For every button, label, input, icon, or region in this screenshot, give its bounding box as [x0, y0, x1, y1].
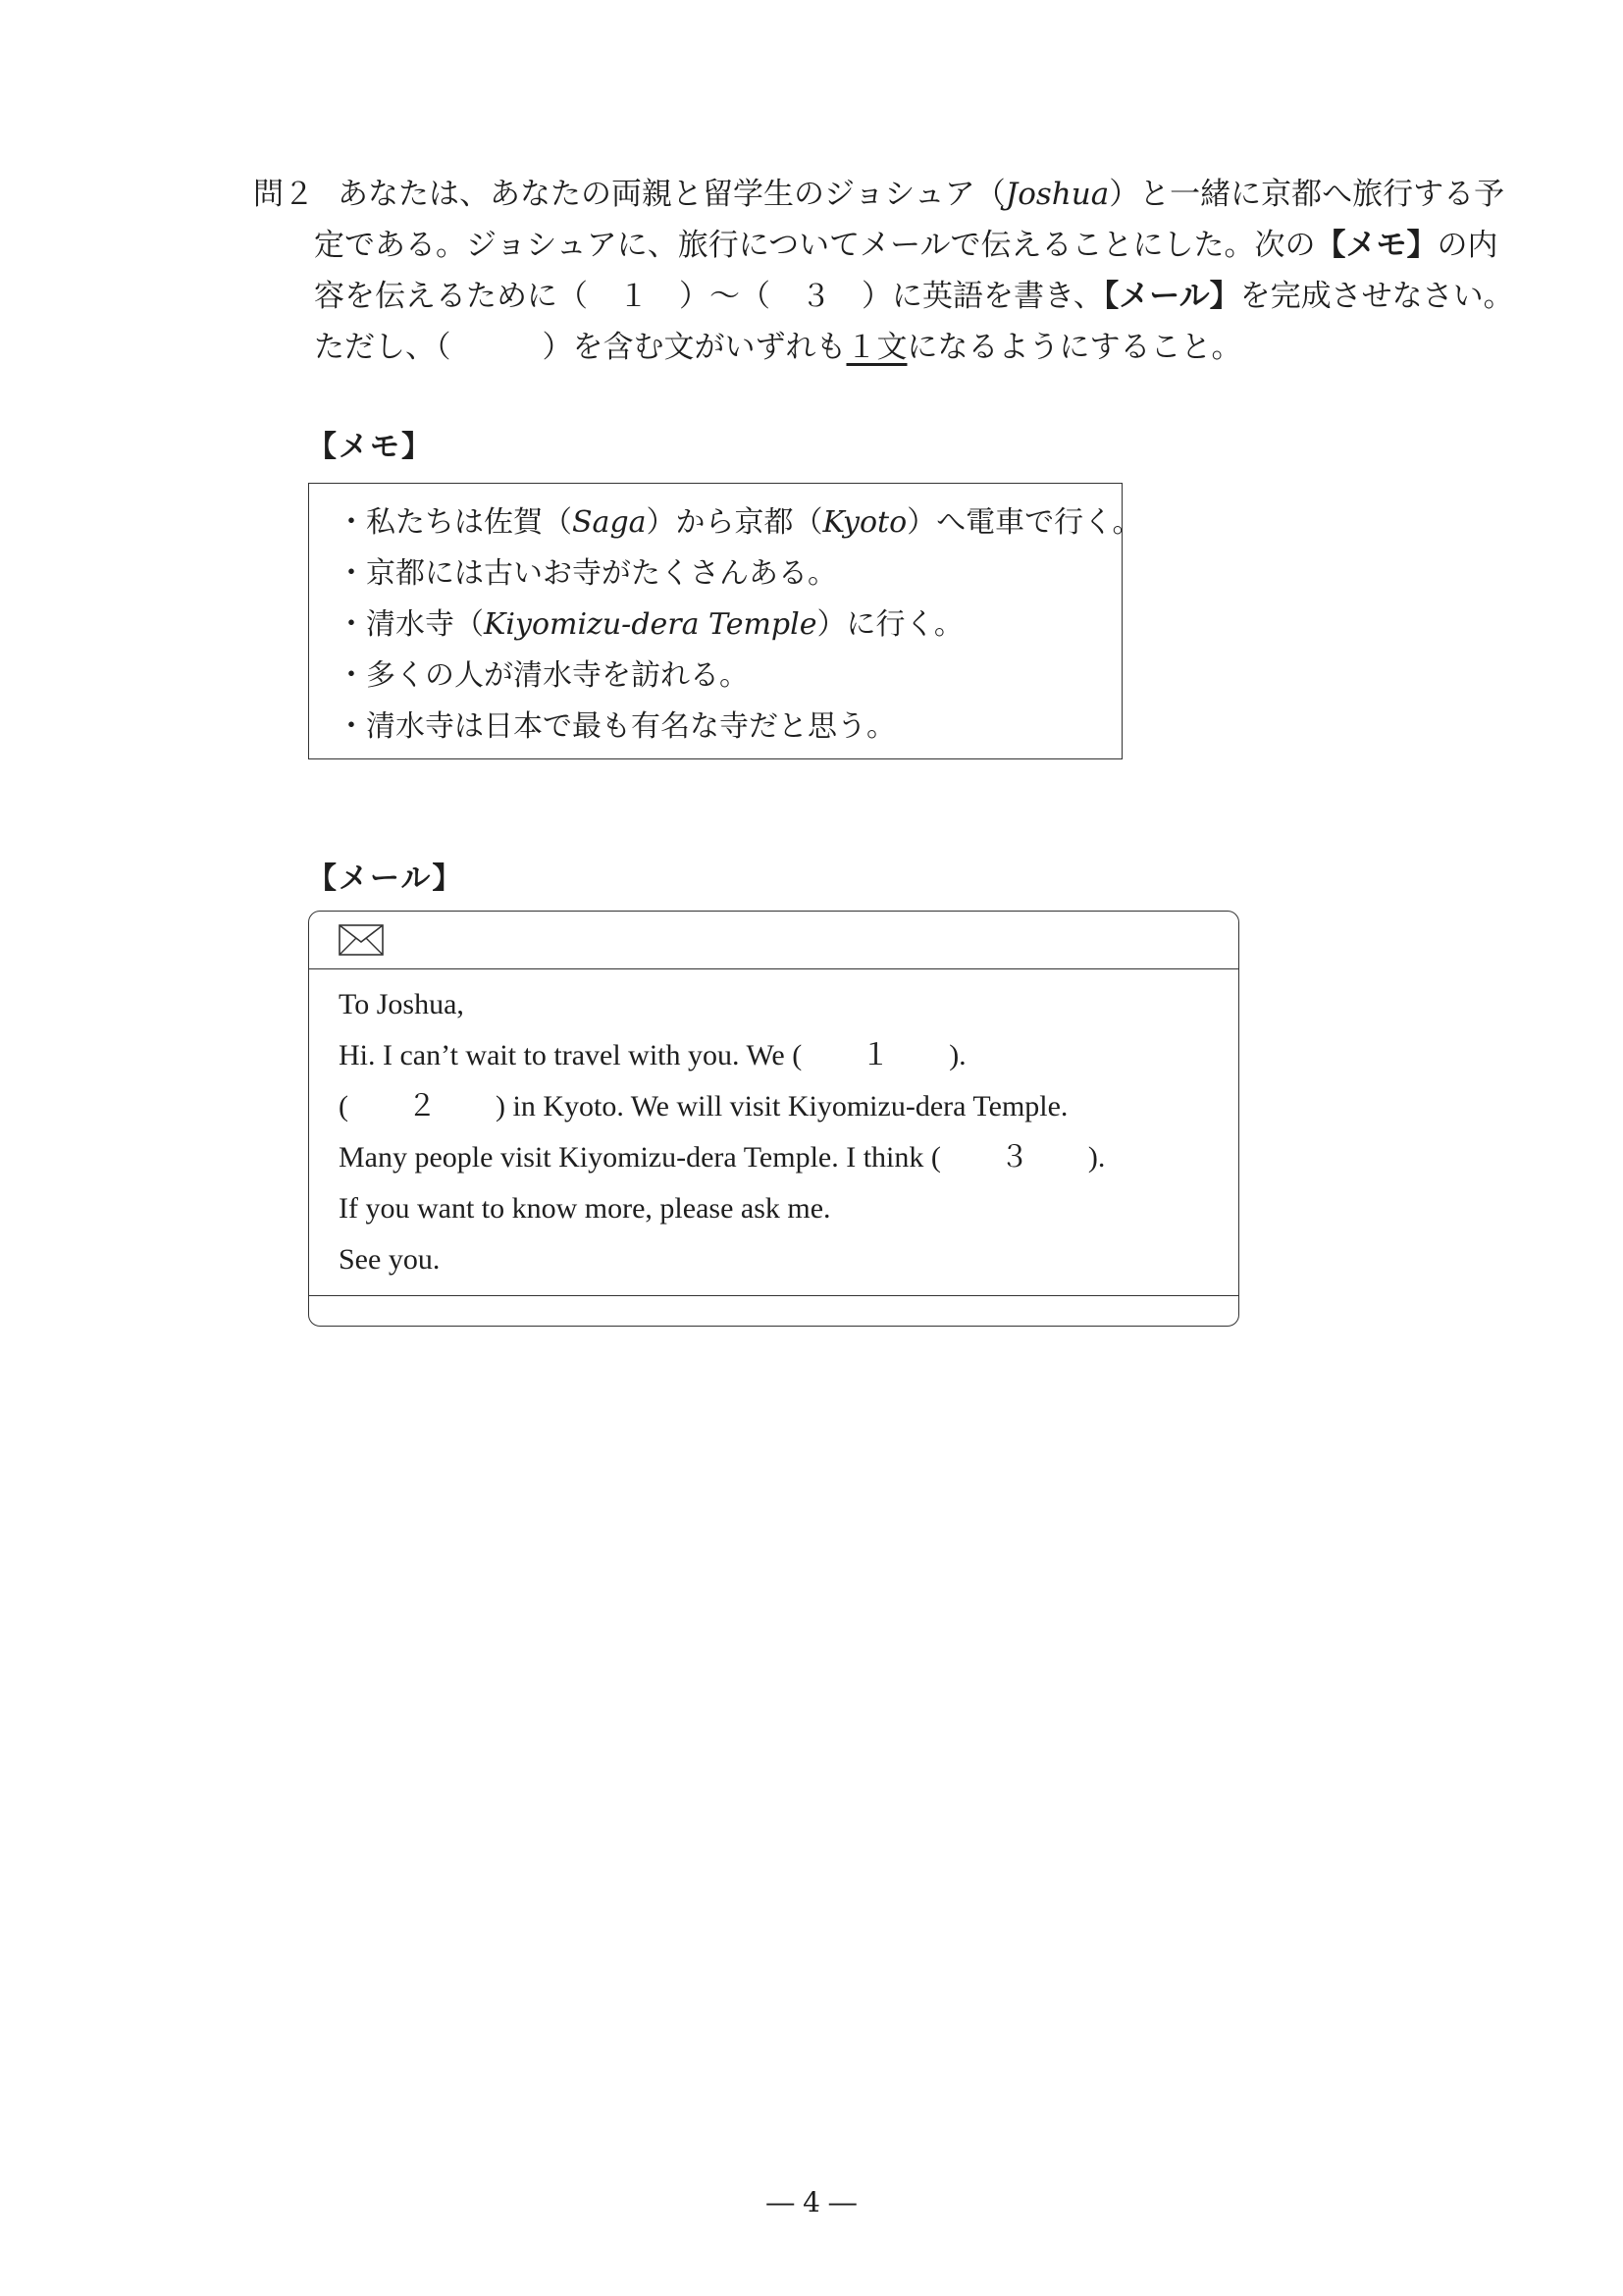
question-line-1	[253, 169, 1505, 220]
memo-text: ）に行く。	[816, 607, 964, 642]
memo-text: ・清水寺は日本で最も有名な寺だと思う。	[337, 709, 896, 744]
mail-line: Many people visit Kiyomizu-dera Temple. I think ( ３ ).	[339, 1141, 1106, 1174]
memo-box	[308, 483, 1142, 759]
question-block	[253, 169, 1514, 373]
memo-reference: 【メモ】	[1315, 228, 1438, 263]
memo-en: Kiyomizu-dera Temple	[484, 607, 817, 642]
question-text: 容を伝えるために	[314, 279, 557, 314]
mail-box	[308, 911, 1239, 1327]
mail-line: Hi. I can’t wait to travel with you. We ( １ ).	[339, 1039, 967, 1071]
memo-text: ）へ電車で行く。	[907, 505, 1142, 540]
mail-title: 【メール】	[307, 861, 464, 896]
memo-en: Kyoto	[822, 505, 908, 540]
question-text: ）と一緒に京都へ旅行する予	[1109, 177, 1505, 212]
tilde: ～	[709, 279, 740, 314]
mail-line: See you.	[339, 1243, 441, 1276]
memo-item	[337, 600, 1122, 651]
question-number: 問２	[253, 177, 314, 212]
question-text: 定である。ジョシュアに、旅行についてメールで伝えることにした。次の	[314, 228, 1316, 263]
question-text: を含む文がいずれも	[572, 330, 847, 365]
memo-item	[337, 702, 1122, 753]
memo-title: 【メモ】	[307, 430, 433, 464]
mail-line: If you want to know more, please ask me.	[339, 1192, 831, 1225]
question-text: になるようにすること。	[907, 330, 1242, 365]
mail-reference: 【メール】	[1103, 279, 1240, 314]
question-line-3	[253, 271, 1514, 322]
memo-text: ・清水寺（	[337, 607, 484, 642]
question-line-4	[253, 322, 1460, 373]
memo-text: ）から京都（	[646, 505, 823, 540]
blank-ref: （ ）	[436, 330, 573, 365]
blank-3-ref: （ ３ ）	[740, 279, 892, 314]
mail-line: To Joshua,	[339, 988, 464, 1020]
question-text: あなたは、あなたの両親と留学生のジョシュア（	[338, 177, 1006, 212]
memo-text: ・私たちは佐賀（	[337, 505, 572, 540]
mail-header	[309, 912, 1238, 969]
question-line-2	[253, 220, 1498, 271]
question-text: に英語を書き、	[892, 279, 1104, 314]
mail-footer-divider	[309, 1295, 1238, 1296]
question-text: を完成させなさい。	[1239, 279, 1514, 314]
memo-text: ・京都には古いお寺がたくさんある。	[337, 556, 837, 591]
memo-item	[337, 651, 1122, 702]
envelope-icon	[339, 924, 384, 956]
mail-line: ( ２ ) in Kyoto. We will visit Kiyomizu-dera Temple.	[339, 1090, 1069, 1122]
mail-body	[309, 969, 1238, 1274]
underlined-one-sentence: １文	[846, 330, 908, 365]
question-text: ただし、	[314, 330, 436, 365]
question-text: の内	[1437, 228, 1498, 263]
memo-item	[337, 497, 1142, 548]
memo-en: Saga	[572, 505, 647, 540]
name-joshua: Joshua	[1005, 177, 1110, 212]
memo-item	[337, 548, 1122, 600]
memo-text: ・多くの人が清水寺を訪れる。	[337, 658, 749, 693]
page-number: ― 4 ―	[766, 2186, 857, 2218]
blank-1-ref: （ １ ）	[557, 279, 709, 314]
